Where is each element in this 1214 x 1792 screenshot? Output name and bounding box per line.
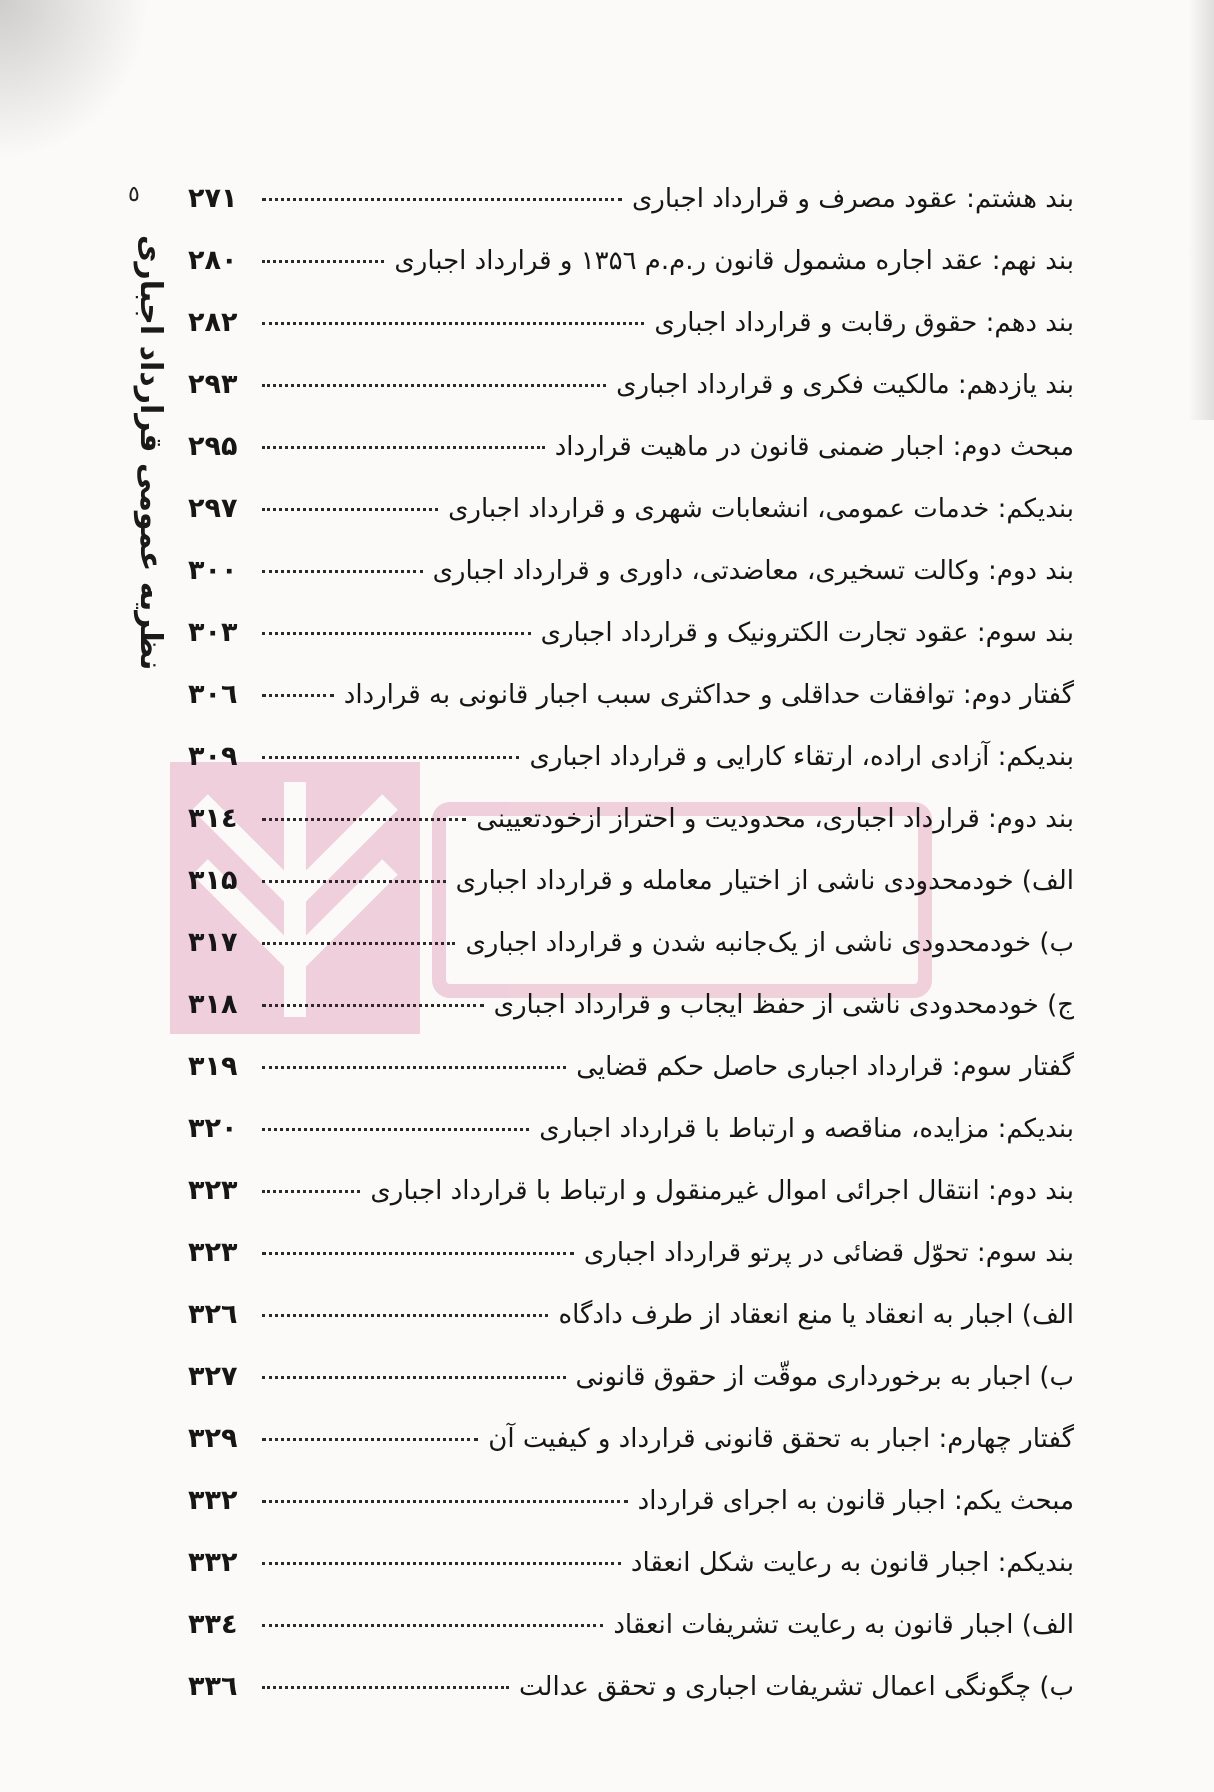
dot-leader xyxy=(262,1500,628,1503)
toc-entry-page-number: ۳۱٤ xyxy=(188,803,238,834)
toc-entry-title: بندیکم: اجبار قانون به رعایت شکل انعقاد xyxy=(630,1548,1074,1578)
toc-entry[interactable] xyxy=(188,850,1074,912)
toc-entry-title: بند هشتم: عقود مصرف و قرارداد اجباری xyxy=(631,184,1074,214)
toc-entry-title: مبحث یکم: اجبار قانون به اجرای قرارداد xyxy=(637,1486,1074,1516)
toc-entry-page-number: ۳۰۰ xyxy=(188,555,238,586)
table-of-contents xyxy=(188,168,1074,1718)
toc-entry-page-number: ۲۹۵ xyxy=(188,431,238,462)
toc-entry-page-number: ۳۱۵ xyxy=(188,865,238,896)
dot-leader xyxy=(262,632,531,635)
toc-entry[interactable] xyxy=(188,1036,1074,1098)
toc-entry[interactable] xyxy=(188,664,1074,726)
toc-entry-page-number: ۳۲۳ xyxy=(188,1237,238,1268)
toc-entry-page-number: ۲۸۲ xyxy=(188,307,238,338)
toc-entry-page-number: ۳۳٦ xyxy=(188,1671,238,1702)
toc-entry-page-number: ۳۳۲ xyxy=(188,1547,238,1578)
dot-leader xyxy=(262,198,622,201)
toc-entry-title: ب) خودمحدودی ناشی از یک‌جانبه شدن و قرارداد اجباری xyxy=(465,928,1074,958)
toc-entry-title: گفتار سوم: قرارداد اجباری حاصل حکم قضایی xyxy=(576,1052,1074,1082)
toc-entry-title: بند یازدهم: مالکیت فکری و قرارداد اجباری xyxy=(616,370,1074,400)
toc-entry[interactable] xyxy=(188,602,1074,664)
dot-leader xyxy=(262,1128,529,1131)
toc-entry-page-number: ۳۱۷ xyxy=(188,927,238,958)
dot-leader xyxy=(262,880,446,883)
toc-entry-title: بند نهم: عقد اجاره مشمول قانون ر.م.م ۱۳۵٦ و قرارداد اجباری xyxy=(394,246,1074,276)
dot-leader xyxy=(262,1562,621,1565)
toc-entry-page-number: ۳۳٤ xyxy=(188,1609,238,1640)
toc-entry-page-number: ۳۱۹ xyxy=(188,1051,238,1082)
toc-entry-page-number: ۳۱۸ xyxy=(188,989,238,1020)
toc-entry-title: ب) چگونگی اعمال تشریفات اجباری و تحقق عدالت xyxy=(519,1672,1074,1702)
dot-leader xyxy=(262,1252,574,1255)
dot-leader xyxy=(262,756,519,759)
dot-leader xyxy=(262,1190,360,1193)
dot-leader xyxy=(262,1004,484,1007)
toc-entry[interactable] xyxy=(188,168,1074,230)
dot-leader xyxy=(262,1438,478,1441)
toc-entry-page-number: ۲۸۰ xyxy=(188,245,238,276)
dot-leader xyxy=(262,1686,509,1689)
toc-entry-title: الف) اجبار به انعقاد یا منع انعقاد از طرف دادگاه xyxy=(558,1300,1074,1330)
dot-leader xyxy=(262,384,606,387)
dot-leader xyxy=(262,1314,548,1317)
toc-entry-title: بند دهم: حقوق رقابت و قرارداد اجباری xyxy=(654,308,1074,338)
toc-entry-title: بند دوم: وکالت تسخیری، معاضدتی، داوری و قرارداد اجباری xyxy=(432,556,1074,586)
toc-entry-page-number: ۳۲۰ xyxy=(188,1113,238,1144)
scan-shadow-left xyxy=(0,0,150,160)
dot-leader xyxy=(262,322,644,325)
toc-entry[interactable] xyxy=(188,974,1074,1036)
toc-entry-title: ب) اجبار به برخورداری موقّت از حقوق قانونی xyxy=(575,1362,1074,1392)
toc-entry-title: گفتار دوم: توافقات حداقلی و حداکثری سبب اجبار قانونی به قرارداد xyxy=(343,680,1074,710)
toc-entry-page-number: ۳۲٦ xyxy=(188,1299,238,1330)
toc-entry[interactable] xyxy=(188,1656,1074,1718)
toc-entry-page-number: ۲۷۱ xyxy=(188,183,238,214)
running-title: نظریه عمومی قرارداد اجباری xyxy=(133,234,168,670)
toc-entry[interactable] xyxy=(188,788,1074,850)
dot-leader xyxy=(262,446,545,449)
toc-entry-title: الف) اجبار قانون به رعایت تشریفات انعقاد xyxy=(613,1610,1074,1640)
toc-entry-title: بندیکم: آزادی اراده، ارتقاء کارایی و قرارداد اجباری xyxy=(529,742,1074,772)
scan-shadow-right xyxy=(1188,0,1214,420)
toc-entry[interactable] xyxy=(188,292,1074,354)
toc-entry-title: بند دوم: قرارداد اجباری، محدودیت و احتراز ازخودتعیینی xyxy=(476,804,1074,834)
page-number: ٥ xyxy=(128,182,140,207)
toc-entry[interactable] xyxy=(188,1222,1074,1284)
dot-leader xyxy=(262,570,423,573)
toc-entry-title: گفتار چهارم: اجبار به تحقق قانونی قرارداد و کیفیت آن xyxy=(488,1424,1074,1454)
toc-entry-page-number: ۲۹۷ xyxy=(188,493,238,524)
toc-entry-title: بندیکم: مزایده، مناقصه و ارتباط با قرارداد اجباری xyxy=(539,1114,1074,1144)
toc-entry-page-number: ۲۹۳ xyxy=(188,369,238,400)
dot-leader xyxy=(262,818,466,821)
toc-entry[interactable] xyxy=(188,912,1074,974)
dot-leader xyxy=(262,260,384,263)
toc-entry-page-number: ۳۳۲ xyxy=(188,1485,238,1516)
toc-entry[interactable] xyxy=(188,1346,1074,1408)
toc-entry[interactable] xyxy=(188,1408,1074,1470)
toc-entry[interactable] xyxy=(188,416,1074,478)
toc-entry-page-number: ۳۰۳ xyxy=(188,617,238,648)
toc-entry[interactable] xyxy=(188,540,1074,602)
dot-leader xyxy=(262,694,334,697)
toc-entry[interactable] xyxy=(188,1160,1074,1222)
toc-entry-title: مبحث دوم: اجبار ضمنی قانون در ماهیت قرارداد xyxy=(554,432,1074,462)
toc-entry-title: بند سوم: تحوّل قضائی در پرتو قرارداد اجباری xyxy=(583,1238,1074,1268)
toc-entry-page-number: ۳۲۳ xyxy=(188,1175,238,1206)
toc-entry[interactable] xyxy=(188,230,1074,292)
toc-entry-page-number: ۳۲۹ xyxy=(188,1423,238,1454)
toc-entry[interactable] xyxy=(188,1594,1074,1656)
toc-entry-page-number: ۳۲۷ xyxy=(188,1361,238,1392)
toc-entry[interactable] xyxy=(188,1532,1074,1594)
dot-leader xyxy=(262,1066,566,1069)
dot-leader xyxy=(262,1624,603,1627)
toc-entry[interactable] xyxy=(188,1284,1074,1346)
dot-leader xyxy=(262,942,455,945)
toc-entry[interactable] xyxy=(188,478,1074,540)
dot-leader xyxy=(262,508,438,511)
toc-entry[interactable] xyxy=(188,1470,1074,1532)
toc-entry-title: ج) خودمحدودی ناشی از حفظ ایجاب و قرارداد اجباری xyxy=(493,990,1074,1020)
toc-entry-page-number: ۳۰٦ xyxy=(188,679,238,710)
toc-entry[interactable] xyxy=(188,726,1074,788)
toc-entry-title: بند دوم: انتقال اجرائی اموال غیرمنقول و ارتباط با قرارداد اجباری xyxy=(370,1176,1074,1206)
toc-entry-title: بند سوم: عقود تجارت الکترونیک و قرارداد اجباری xyxy=(540,618,1074,648)
toc-entry-page-number: ۳۰۹ xyxy=(188,741,238,772)
toc-entry-title: بندیکم: خدمات عمومی، انشعابات شهری و قرارداد اجباری xyxy=(448,494,1074,524)
toc-entry[interactable] xyxy=(188,354,1074,416)
toc-entry-title: الف) خودمحدودی ناشی از اختیار معامله و قرارداد اجباری xyxy=(455,866,1074,896)
toc-entry[interactable] xyxy=(188,1098,1074,1160)
dot-leader xyxy=(262,1376,566,1379)
